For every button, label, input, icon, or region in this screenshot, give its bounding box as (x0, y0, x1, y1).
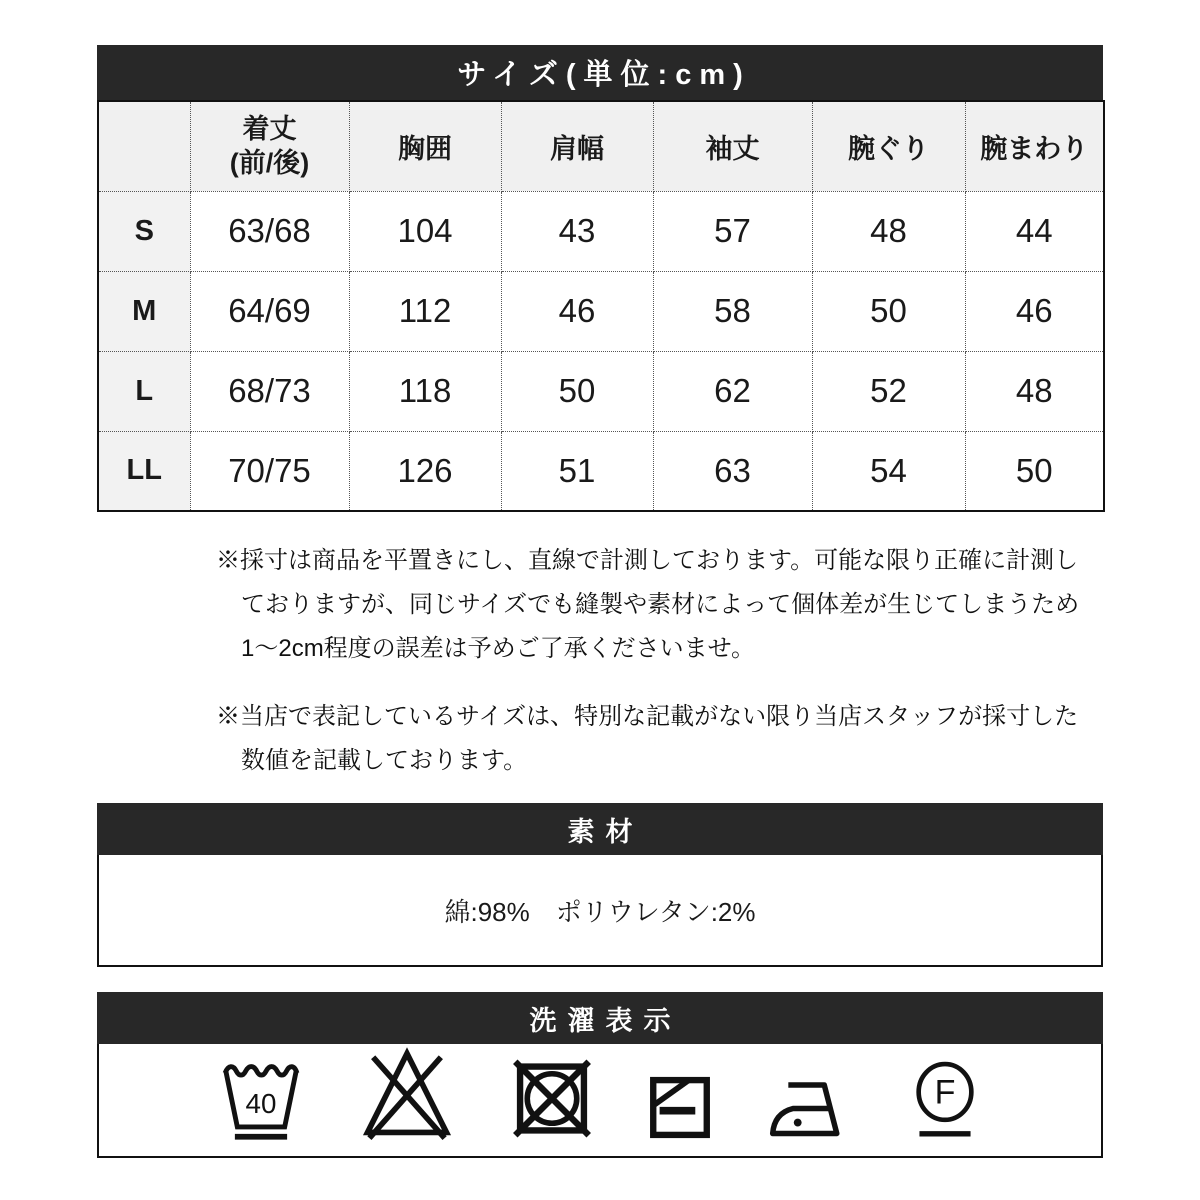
value-chest: 118 (349, 351, 501, 431)
table-row-m (98, 271, 1104, 351)
iron-low-temp-icon (768, 1077, 854, 1140)
note-line: 数値を記載しております。 (241, 747, 528, 774)
value-chest: 104 (349, 191, 501, 271)
wash-40-mild-icon (220, 1060, 302, 1140)
value-shoulder: 46 (501, 271, 653, 351)
size-label: LL (98, 431, 190, 511)
note-line (216, 695, 1103, 739)
size-table (97, 100, 1105, 512)
value-armhole: 48 (812, 191, 965, 271)
header-length-line1: 着丈 (242, 114, 297, 145)
value-armhole: 50 (812, 271, 965, 351)
value-sleeve: 63 (653, 431, 812, 511)
note-line: ておりますが、同じサイズでも縫製や素材によって個体差が生じてしまうため (241, 591, 1080, 618)
flat-dry-in-shade-icon (648, 1075, 712, 1140)
care-label-section (97, 992, 1103, 1158)
value-arm-width: 48 (965, 351, 1104, 431)
value-arm-width: 50 (965, 431, 1104, 511)
header-length-line2: (前/後) (229, 148, 310, 179)
dry-clean-letter: F (934, 1073, 956, 1112)
value-arm-width: 44 (965, 191, 1104, 271)
size-label: S (98, 191, 190, 271)
note-measurement-accuracy (216, 539, 1103, 671)
header-empty-cell (98, 101, 190, 191)
table-row-ll (98, 431, 1104, 511)
note-marker: ※ (216, 547, 240, 574)
material-title: 素材 (97, 803, 1103, 855)
do-not-tumble-dry-icon (512, 1057, 592, 1140)
note-text: 当店で表記しているサイズは、特別な記載がない限り当店スタッフが採寸した (240, 703, 1079, 730)
note-staff-measured (216, 695, 1103, 783)
size-label: M (98, 271, 190, 351)
header-arm-width: 腕まわり (965, 101, 1104, 191)
value-length: 63/68 (190, 191, 349, 271)
care-title: 洗濯表示 (97, 992, 1103, 1044)
note-line: 1〜2cm程度の誤差は予めご了承くださいませ。 (241, 635, 755, 662)
header-armhole: 腕ぐり (812, 101, 965, 191)
size-table-title: サイズ(単位:cm) (97, 45, 1103, 100)
value-sleeve: 57 (653, 191, 812, 271)
note-marker: ※ (216, 703, 240, 730)
header-chest: 胸囲 (349, 101, 501, 191)
do-not-bleach-icon (358, 1046, 456, 1140)
size-chart-page (97, 45, 1103, 1158)
table-row-s (98, 191, 1104, 271)
value-length: 68/73 (190, 351, 349, 431)
table-row-l (98, 351, 1104, 431)
value-chest: 126 (349, 431, 501, 511)
care-symbols-row (97, 1044, 1103, 1158)
value-sleeve: 62 (653, 351, 812, 431)
value-shoulder: 43 (501, 191, 653, 271)
wash-temperature: 40 (245, 1088, 277, 1120)
value-armhole: 52 (812, 351, 965, 431)
value-arm-width: 46 (965, 271, 1104, 351)
note-text: 採寸は商品を平置きにし、直線で計測しております。可能な限り正確に計測し (240, 547, 1079, 574)
material-section (97, 803, 1103, 967)
header-length (190, 101, 349, 191)
size-label: L (98, 351, 190, 431)
value-length: 70/75 (190, 431, 349, 511)
value-chest: 112 (349, 271, 501, 351)
header-sleeve: 袖丈 (653, 101, 812, 191)
note-line (216, 539, 1103, 583)
measurement-notes (216, 539, 1103, 783)
value-shoulder: 50 (501, 351, 653, 431)
value-length: 64/69 (190, 271, 349, 351)
header-shoulder: 肩幅 (501, 101, 653, 191)
size-table-header-row (98, 101, 1104, 191)
value-armhole: 54 (812, 431, 965, 511)
size-table-section (97, 45, 1103, 512)
value-sleeve: 58 (653, 271, 812, 351)
value-shoulder: 51 (501, 431, 653, 511)
material-content: 綿:98% ポリウレタン:2% (97, 855, 1103, 967)
dry-clean-petroleum-mild-icon (910, 1061, 980, 1140)
